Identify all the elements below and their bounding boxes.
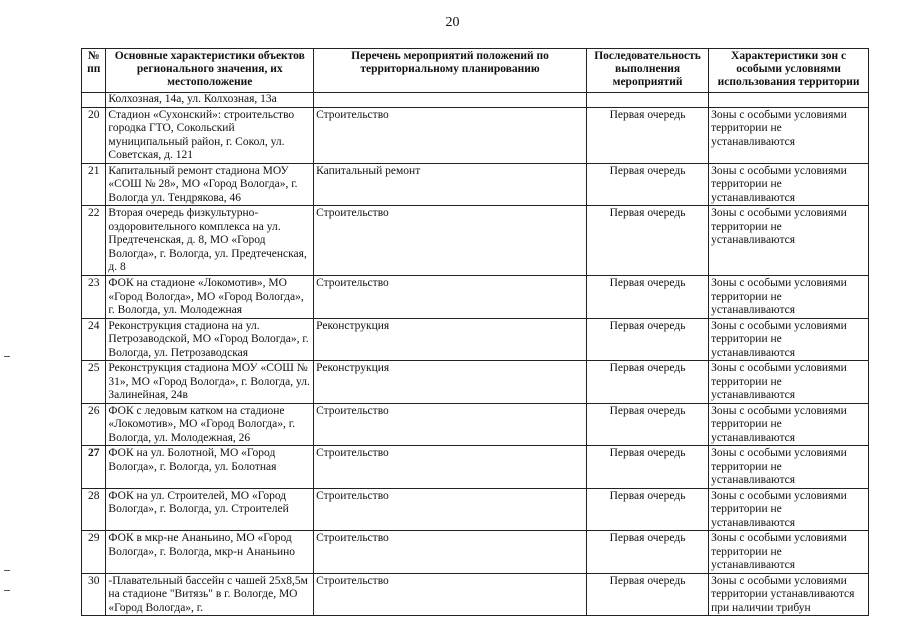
cell-zones: Зоны с особыми условиями территории устанавливаются при наличии трибун [709,573,869,616]
cell-zones: Зоны с особыми условиями территории не устанавливаются [709,206,869,276]
cell-object: Капитальный ремонт стадиона МОУ «СОШ № 28», МО «Город Вологда», г. Вологда ул. Тендрякова, 46 [106,163,314,206]
cell-action: Строительство [314,446,587,489]
cell-sequence: Первая очередь [586,573,708,616]
cell-object: -Плавательный бассейн с чашей 25х8,5м на стадионе "Витязь" в г. Вологде, МО «Город Вологда», г. [106,573,314,616]
cell-zones: Зоны с особыми условиями территории не устанавливаются [709,318,869,361]
cell-sequence: Первая очередь [586,318,708,361]
cell-action: Строительство [314,206,587,276]
cell-action: Строительство [314,531,587,574]
table-row-continuation [82,93,869,108]
cell-object: Вторая очередь физкультурно-оздоровительного комплекса на ул. Предтеченская, д. 8, МО «Город Вологда», г. Вологда, ул. Предтеченская, д. 8 [106,206,314,276]
cell-number: 28 [82,488,106,531]
cell-object: Реконструкция стадиона на ул. Петрозаводской, МО «Город Вологда», г. Вологда, ул. Петрозаводская [106,318,314,361]
cell-action: Капитальный ремонт [314,163,587,206]
cell-number: 30 [82,573,106,616]
cell-zones: Зоны с особыми условиями территории не устанавливаются [709,531,869,574]
header-action: Перечень мероприятий положений по территориальному планированию [314,49,587,93]
cell-empty [586,93,708,108]
cell-action: Строительство [314,488,587,531]
scan-edge-mark [4,356,10,357]
table-row [82,573,869,616]
table-row [82,163,869,206]
cell-number: 21 [82,163,106,206]
header-object: Основные характеристики объектов регионального значения, их местоположение [106,49,314,93]
cell-sequence: Первая очередь [586,163,708,206]
cell-number: 25 [82,361,106,404]
cell-zones: Зоны с особыми условиями территории не устанавливаются [709,446,869,489]
table-row [82,488,869,531]
table-row [82,206,869,276]
cell-zones: Зоны с особыми условиями территории не устанавливаются [709,403,869,446]
table-row [82,446,869,489]
cell-action: Строительство [314,403,587,446]
cell-number: 24 [82,318,106,361]
cell-zones: Зоны с особыми условиями территории не устанавливаются [709,276,869,319]
table-row [82,276,869,319]
header-zones: Характеристики зон с особыми условиями использования территории [709,49,869,93]
cell-action: Реконструкция [314,318,587,361]
cell-number: 29 [82,531,106,574]
cell-zones: Зоны с особыми условиями территории не устанавливаются [709,488,869,531]
table-row [82,318,869,361]
cell-object: ФОК с ледовым катком на стадионе «Локомотив», МО «Город Вологда», г. Вологда, ул. Молодежная, 26 [106,403,314,446]
scan-edge-mark [4,590,10,591]
cell-sequence: Первая очередь [586,361,708,404]
cell-sequence: Первая очередь [586,403,708,446]
planning-table [81,48,869,616]
cell-number: 23 [82,276,106,319]
cell-action: Реконструкция [314,361,587,404]
cell-sequence: Первая очередь [586,531,708,574]
cell-action: Строительство [314,107,587,163]
table-row [82,531,869,574]
cell-number: 20 [82,107,106,163]
cell-empty [82,93,106,108]
scan-edge-mark [4,570,10,571]
cell-object: ФОК на стадионе «Локомотив», МО «Город Вологда», МО «Город Вологда», г. Вологда, ул. Молодежная [106,276,314,319]
cell-object: ФОК в мкр-не Ананьино, МО «Город Вологда», г. Вологда, мкр-н Ананьино [106,531,314,574]
cell-empty [314,93,587,108]
page-number: 20 [445,15,460,30]
cell-sequence: Первая очередь [586,107,708,163]
cell-sequence: Первая очередь [586,488,708,531]
cell-object: Реконструкция стадиона МОУ «СОШ № 31», МО «Город Вологда», г. Вологда, ул. Залинейная, 24в [106,361,314,404]
table-row [82,107,869,163]
cell-zones: Зоны с особыми условиями территории не устанавливаются [709,361,869,404]
table-header-row [82,49,869,93]
cell-number: 27 [82,446,106,489]
cell-action: Строительство [314,573,587,616]
cell-sequence: Первая очередь [586,206,708,276]
header-sequence: Последовательность выполнения мероприятий [586,49,708,93]
cell-zones: Зоны с особыми условиями территории не устанавливаются [709,163,869,206]
cell-object: Колхозная, 14а, ул. Колхозная, 13а [106,93,314,108]
cell-action: Строительство [314,276,587,319]
table-row [82,361,869,404]
table-row [82,403,869,446]
cell-object: ФОК на ул. Болотной, МО «Город Вологда», г. Вологда, ул. Болотная [106,446,314,489]
cell-sequence: Первая очередь [586,276,708,319]
cell-number: 26 [82,403,106,446]
header-number: № пп [82,49,106,93]
cell-object: ФОК на ул. Строителей, МО «Город Вологда», г. Вологда, ул. Строителей [106,488,314,531]
cell-sequence: Первая очередь [586,446,708,489]
cell-zones: Зоны с особыми условиями территории не устанавливаются [709,107,869,163]
cell-number: 22 [82,206,106,276]
cell-empty [709,93,869,108]
cell-object: Стадион «Сухонский»: строительство городка ГТО, Сокольский муниципальный район, г. Сокол, ул. Советская, д. 121 [106,107,314,163]
